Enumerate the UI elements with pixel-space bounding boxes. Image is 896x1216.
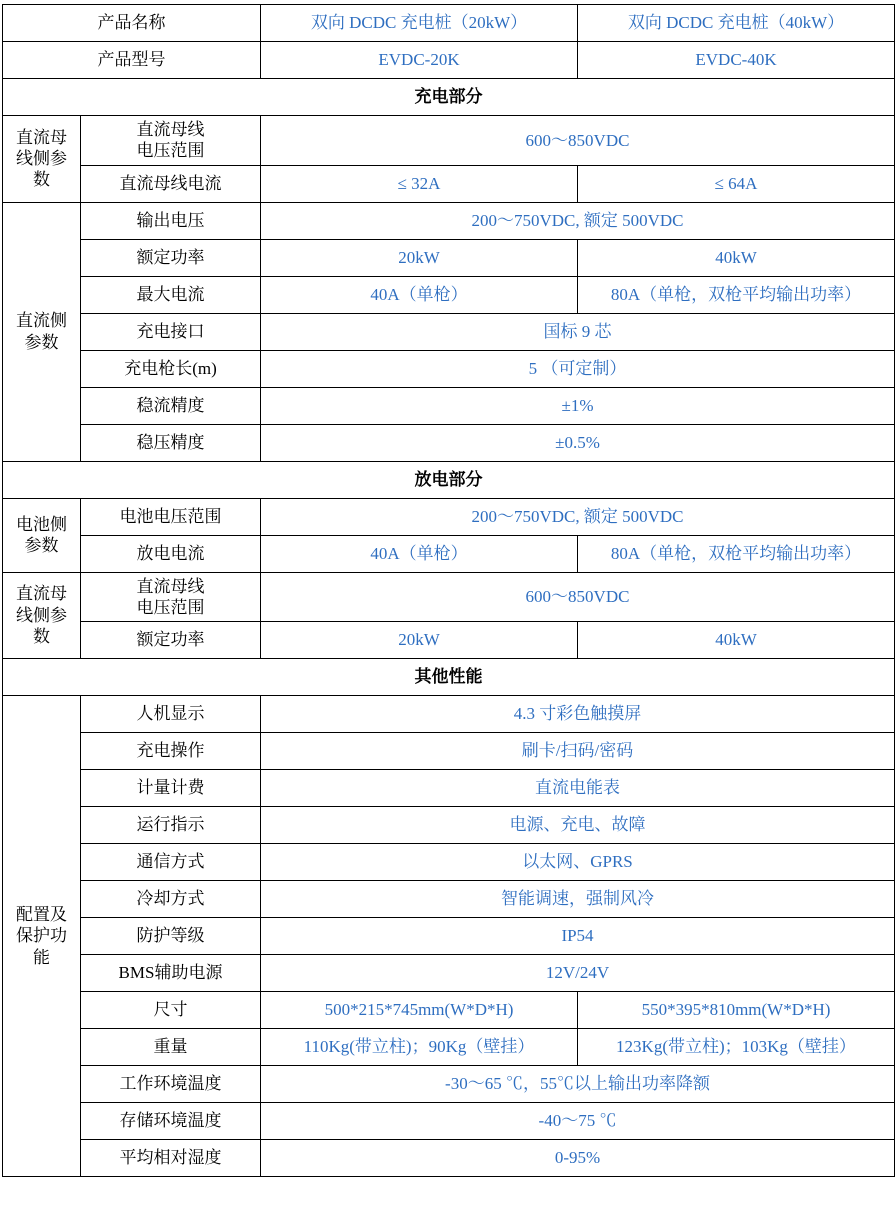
table-row	[3, 955, 895, 992]
row-label-rated-power: 额定功率	[81, 239, 261, 276]
row-label-weight: 重量	[81, 1029, 261, 1066]
row-label-metering-billing: 计量计费	[81, 770, 261, 807]
row-value-discharge-current-40kw: 80A（单枪，双枪平均输出功率）	[578, 535, 895, 572]
row-label-operating-temp: 工作环境温度	[81, 1066, 261, 1103]
row-value-dimensions-20kw: 500*215*745mm(W*D*H)	[261, 992, 578, 1029]
row-label-dc-bus-voltage-range-2: 直流母线 电压范围	[81, 572, 261, 622]
row-label-humidity: 平均相对湿度	[81, 1140, 261, 1177]
table-row	[3, 5, 895, 42]
product-model-40kw: EVDC-40K	[578, 42, 895, 79]
row-value-weight-20kw: 110Kg(带立柱)；90Kg（壁挂）	[261, 1029, 578, 1066]
product-name-40kw: 双向 DCDC 充电桩（40kW）	[578, 5, 895, 42]
table-row	[3, 844, 895, 881]
row-label-max-current: 最大电流	[81, 276, 261, 313]
row-label-communication: 通信方式	[81, 844, 261, 881]
table-row	[3, 807, 895, 844]
table-row	[3, 1029, 895, 1066]
row-value-ip-rating: IP54	[261, 918, 895, 955]
row-label-dc-bus-voltage-range: 直流母线 电压范围	[81, 116, 261, 166]
row-value-battery-voltage-range: 200～750VDC, 额定 500VDC	[261, 498, 895, 535]
row-value-humidity: 0-95%	[261, 1140, 895, 1177]
row-value-rated-power-2-40kw: 40kW	[578, 622, 895, 659]
row-value-cooling: 智能调速，强制风冷	[261, 881, 895, 918]
row-label-cable-length: 充电枪长(m)	[81, 350, 261, 387]
row-value-current-accuracy: ±1%	[261, 387, 895, 424]
row-label-cooling: 冷却方式	[81, 881, 261, 918]
row-label-charging-interface: 充电接口	[81, 313, 261, 350]
row-value-output-voltage: 200～750VDC, 额定 500VDC	[261, 202, 895, 239]
table-row	[3, 387, 895, 424]
row-value-weight-40kw: 123Kg(带立柱)；103Kg（壁挂）	[578, 1029, 895, 1066]
row-value-charging-interface: 国标 9 芯	[261, 313, 895, 350]
row-label-hmi-display: 人机显示	[81, 696, 261, 733]
group-dc-bus-discharging: 直流母 线侧参 数	[3, 572, 81, 659]
product-model-label: 产品型号	[3, 42, 261, 79]
table-row	[3, 350, 895, 387]
row-value-max-current-40kw: 80A（单枪，双枪平均输出功率）	[578, 276, 895, 313]
row-value-dc-bus-current-40kw: ≤ 64A	[578, 165, 895, 202]
product-model-20kw: EVDC-20K	[261, 42, 578, 79]
row-value-dimensions-40kw: 550*395*810mm(W*D*H)	[578, 992, 895, 1029]
row-label-storage-temp: 存储环境温度	[81, 1103, 261, 1140]
table-row	[3, 202, 895, 239]
group-battery-side: 电池侧 参数	[3, 498, 81, 572]
row-label-ip-rating: 防护等级	[81, 918, 261, 955]
row-value-bms-aux-power: 12V/24V	[261, 955, 895, 992]
row-label-voltage-accuracy: 稳压精度	[81, 424, 261, 461]
table-row	[3, 424, 895, 461]
row-value-charging-operation: 刷卡/扫码/密码	[261, 733, 895, 770]
table-row	[3, 1103, 895, 1140]
table-row	[3, 313, 895, 350]
table-row	[3, 696, 895, 733]
row-label-rated-power-2: 额定功率	[81, 622, 261, 659]
row-value-rated-power-40kw: 40kW	[578, 239, 895, 276]
row-value-operating-temp: -30～65 ℃，55℃以上输出功率降额	[261, 1066, 895, 1103]
table-row	[3, 79, 895, 116]
table-row	[3, 659, 895, 696]
group-dc-side: 直流侧 参数	[3, 202, 81, 461]
section-charging: 充电部分	[3, 79, 895, 116]
row-label-output-voltage: 输出电压	[81, 202, 261, 239]
row-value-operation-indicator: 电源、充电、故障	[261, 807, 895, 844]
table-row	[3, 116, 895, 166]
row-value-dc-bus-voltage-range-2: 600～850VDC	[261, 572, 895, 622]
table-row	[3, 1140, 895, 1177]
row-value-metering-billing: 直流电能表	[261, 770, 895, 807]
row-value-hmi-display: 4.3 寸彩色触摸屏	[261, 696, 895, 733]
table-row	[3, 918, 895, 955]
table-row	[3, 535, 895, 572]
row-value-dc-bus-current-20kw: ≤ 32A	[261, 165, 578, 202]
row-value-cable-length: 5 （可定制）	[261, 350, 895, 387]
table-row	[3, 498, 895, 535]
row-label-current-accuracy: 稳流精度	[81, 387, 261, 424]
table-row	[3, 770, 895, 807]
row-label-bms-aux-power: BMS辅助电源	[81, 955, 261, 992]
table-row	[3, 42, 895, 79]
table-row	[3, 239, 895, 276]
row-value-rated-power-2-20kw: 20kW	[261, 622, 578, 659]
table-row	[3, 572, 895, 622]
section-discharging: 放电部分	[3, 461, 895, 498]
table-row	[3, 733, 895, 770]
row-value-discharge-current-20kw: 40A（单枪）	[261, 535, 578, 572]
row-value-rated-power-20kw: 20kW	[261, 239, 578, 276]
specification-table	[2, 4, 895, 1177]
group-dc-bus-charging: 直流母 线侧参 数	[3, 116, 81, 203]
row-value-max-current-20kw: 40A（单枪）	[261, 276, 578, 313]
row-label-operation-indicator: 运行指示	[81, 807, 261, 844]
row-label-discharge-current: 放电电流	[81, 535, 261, 572]
row-label-battery-voltage-range: 电池电压范围	[81, 498, 261, 535]
row-value-dc-bus-voltage-range: 600～850VDC	[261, 116, 895, 166]
row-value-communication: 以太网、GPRS	[261, 844, 895, 881]
table-row	[3, 1066, 895, 1103]
section-other: 其他性能	[3, 659, 895, 696]
row-label-dimensions: 尺寸	[81, 992, 261, 1029]
row-value-storage-temp: -40～75 ℃	[261, 1103, 895, 1140]
table-row	[3, 276, 895, 313]
table-row	[3, 881, 895, 918]
product-name-label: 产品名称	[3, 5, 261, 42]
table-row	[3, 165, 895, 202]
row-label-dc-bus-current: 直流母线电流	[81, 165, 261, 202]
table-row	[3, 622, 895, 659]
table-row	[3, 461, 895, 498]
group-config-protection: 配置及 保护功 能	[3, 696, 81, 1177]
row-value-voltage-accuracy: ±0.5%	[261, 424, 895, 461]
table-row	[3, 992, 895, 1029]
row-label-charging-operation: 充电操作	[81, 733, 261, 770]
product-name-20kw: 双向 DCDC 充电桩（20kW）	[261, 5, 578, 42]
